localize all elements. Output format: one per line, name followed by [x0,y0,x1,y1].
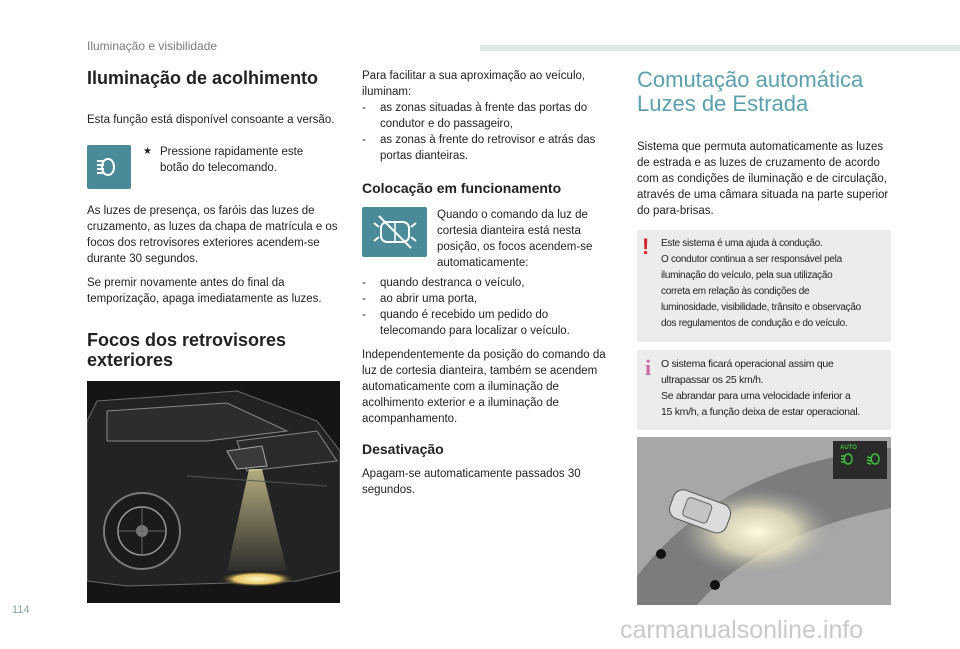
info-text [661,356,889,420]
watermark: carmanualsonline.info [620,616,864,644]
list-item: - quando é recebido um pedido do telecomando para localizar o veículo. [362,307,610,339]
independent-text: Independentemente da posição do comando da luz de cortesia dianteira, também se acendem automaticamente com a iluminação de acolhimento exterior e a iluminação de acompanhamento. [362,349,606,425]
page-number: 114 [12,604,30,616]
list-item: - quando destranca o veículo, [362,275,610,291]
activation-text: Quando o comando da luz de cortesia dianteira está nesta posição, os focos acendem-se automaticamente: [437,209,593,269]
info-line: O sistema ficará operacional assim que [661,358,834,370]
info-line: ultrapassar os 25 km/h. [661,374,764,386]
subsection-activation: Colocação em funcionamento [362,180,562,196]
section-title-welcome-lighting: Iluminação de acolhimento [87,68,319,88]
section-title-mirror-lamps: Focos dos retrovisores exteriores [87,330,287,370]
info-line: 15 km/h, a função deixa de estar operacional. [661,406,860,418]
info-line: Se abrandar para uma velocidade inferior a [661,390,851,402]
auto-indicator-label: AUTO [840,445,857,451]
list-item: - ao abrir uma porta, [362,291,610,307]
header-bar [480,45,960,51]
warning-icon: ! [642,234,650,259]
warning-text [661,236,889,332]
list-item: - as zonas situadas à frente das portas do condutor e do passageiro, [362,100,610,132]
paragraph-switch-off: Se premir novamente antes do final da temporização, apaga imediatamente as luzes. [87,277,322,305]
warning-note [637,230,891,342]
system-description: Sistema que permuta automaticamente as luzes de estrada e as luzes de cruzamento de acordo com as condições de iluminação e de circulação, através de uma câmara situada na parte superior do para-brisas. [637,141,889,217]
warning-line: dos regulamentos de condução e do veículo. [661,318,848,329]
deactivation-text: Apagam-se automaticamente passados 30 segundos. [362,468,581,496]
low-beam-indicator-icon [866,452,882,471]
step-bullet-icon: ★ [143,146,152,157]
warning-line: Este sistema é uma ajuda à condução. [661,238,823,249]
headlight-button-icon [87,145,131,189]
warning-line: O condutor continua a ser responsável pela [661,254,842,265]
warning-line: luminosidade, visibilidade, trânsito e observação [661,302,861,313]
lit-zones-list [362,100,610,164]
auto-high-beam-illustration [637,437,891,605]
courtesy-lamp-door-icon [362,207,427,257]
step-text: Pressione rapidamente este botão do telecomando. [160,146,304,174]
auto-high-beam-indicator-icon [840,452,856,471]
list-item: - as zonas à frente do retrovisor e atrás das portas dianteiras. [362,132,610,164]
section-title-auto-high-beam: Comutação automática Luzes de Estrada [637,67,864,116]
info-icon: i [645,355,652,380]
car-mirror-lamp-image [87,381,340,603]
paragraph-lights-on: As luzes de presença, os faróis das luzes de cruzamento, as luzes da chapa de matrícula e os focos dos retrovisores exteriores acendem-se durante 30 segundos. [87,205,338,265]
info-note [637,350,891,430]
running-header: Iluminação e visibilidade [87,39,218,53]
col2-intro: Para facilitar a sua aproximação ao veículo, iluminam: [362,70,586,98]
intro-text: Esta função está disponível consoante a versão. [87,114,335,126]
subsection-deactivation: Desativação [362,441,444,457]
warning-line: correta em relação às condições de [661,286,810,297]
warning-line: iluminação do veículo, pela sua utilização [661,270,833,281]
activation-conditions-list [362,275,610,339]
